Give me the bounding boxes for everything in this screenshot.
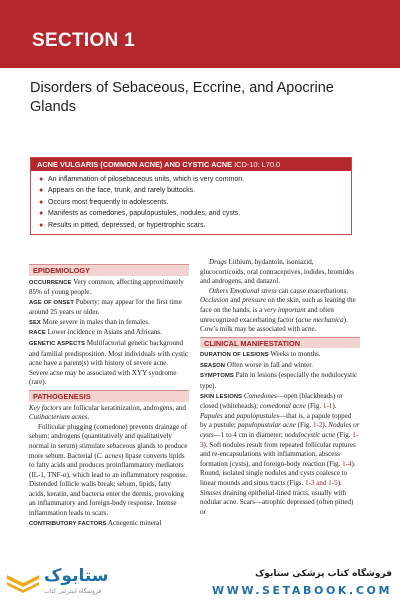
store-name: فروشگاه کتاب پزشکی ستابوک xyxy=(255,569,392,579)
bookstore-logo-subtitle: فروشگاه اینترنتی کتاب xyxy=(44,588,102,595)
occurrence-paragraph: OCCURRENCE Very common, affecting approximately 85% of young people. xyxy=(29,277,184,297)
chapter-title: Disorders of Sebaceous, Eccrine, and Apocrine Glands xyxy=(30,80,334,115)
duration-paragraph: DURATION OF LESIONS Weeks to months. xyxy=(200,350,321,359)
figure-link[interactable]: 1-3 and 1-5 xyxy=(305,478,338,487)
symptoms-paragraph: SYMPTOMS Pain in lesions (especially the nodulocystic type). xyxy=(200,371,358,391)
summary-box xyxy=(30,157,352,235)
bullet-icon: ● xyxy=(39,176,44,183)
sex-paragraph: SEX More severe in males than in females. xyxy=(29,317,150,326)
skin-lesions-paragraph: SKIN LESIONS Comedones—open (blackheads) or closed (whiteheads); comedonal acne (Fig. 1-1). Papules and papulopustules—that is, a papule topped by a pustule; papulopustular acne (Fig. 1-2). Nodules or cysts—1 to 4 cm in diameter; nodulocystic acne (Fig. 1-3). Soft nodules result from repeated follicular ruptures and re-encapsulations with inflammation, abscess formation (cysts), and foreign-body reaction (Fig. 1-4). Round, isolated single nodules and cysts coalesce to linear mounds and sinus tracts (Figs. 1-3 and 1-5). Sinuses draining epithelial-lined tracts, usually with nodular acne. Scars—atrophic depressed (often pitted) or xyxy=(200,391,360,516)
genetic-aspects-paragraph: GENETIC ASPECTS Multifactorial genetic background and familial predisposition. Most individuals with cystic acne have a parent(s) with history of severe acne. Severe acne may be associated with XYY syndrome (rare). xyxy=(29,339,189,387)
summary-bullet: ● Appears on the face, trunk, and rarely buttocks. xyxy=(39,185,351,196)
figure-link[interactable]: 1-1 xyxy=(322,402,333,411)
summary-bullet: ● Results in pitted, depressed, or hypertrophic scars. xyxy=(39,220,351,231)
clinical-manifestation-heading: CLINICAL MANIFESTATION xyxy=(200,337,360,349)
left-column xyxy=(29,262,189,529)
key-factors-paragraph: Key factors are follicular keratinization, androgens, and Cutibacterium acnes. xyxy=(29,403,186,422)
summary-bullet: ● An inflammation of pilosebaceous units, which is very common. xyxy=(39,174,351,185)
summary-bullet-list xyxy=(31,171,351,234)
contributory-factors-paragraph: CONTRIBUTORY FACTORS Acnegenic mineral xyxy=(29,518,162,527)
race-paragraph: RACE Lower incidence in Asians and Africans. xyxy=(29,328,162,337)
follicular-plugging-paragraph: Follicular plugging (comedone) prevents drainage of sebum; androgens (quantitatively and qualitatively normal in serum) stimulate sebaceous glands to produce more sebum. Bacterial (C. acnes) lipase converts lipids to fatty acids and produces proinflammatory mediators (IL-1, TNF-α), which lead to an inflammatory response. Distended follicle walls break; sebum, lipids, fatty acids, keratin, and bacteria enter the dermis, provoking an inflammatory and foreign-body response. Intense inflammation leads to scars. xyxy=(29,422,188,518)
bullet-icon: ● xyxy=(39,221,44,229)
section-title: SECTION 1 xyxy=(32,30,135,51)
bookstore-logo-icon xyxy=(5,571,41,593)
icd-code: ICD-10: L70.0 xyxy=(234,160,281,169)
epidemiology-heading: EPIDEMIOLOGY xyxy=(29,264,189,276)
drugs-paragraph: Drugs Lithium, hydantoin, isoniazid, glucocorticoids, oral contraceptives, iodides, bromides and androgens, and danazol. xyxy=(200,258,355,286)
store-url-link[interactable]: WWW.SETABOOK.COM xyxy=(211,584,392,597)
section-banner xyxy=(0,0,400,68)
right-column xyxy=(200,258,360,517)
age-of-onset-paragraph: AGE OF ONSET Puberty; may appear for the first time around 25 years or older. xyxy=(29,297,182,317)
bullet-icon: ● xyxy=(39,210,44,218)
figure-link[interactable]: 1-3 xyxy=(200,431,359,449)
summary-bullet: ● Occurs most frequently in adolescents. xyxy=(39,197,351,208)
season-paragraph: SEASON Often worse in fall and winter. xyxy=(200,360,313,369)
figure-link[interactable]: 1-2 xyxy=(312,421,323,430)
summary-box-header xyxy=(31,158,351,171)
pathogenesis-heading: PATHOGENESIS xyxy=(29,390,189,402)
summary-bullet: ● Manifests as comedones, papulopustules, nodules, and cysts. xyxy=(39,208,351,219)
bullet-icon: ● xyxy=(39,187,44,195)
bookstore-logo-text: ستابوک xyxy=(44,566,109,586)
others-paragraph: Others Emotional stress can cause exacerbations. Occlusion and pressure on the skin, such as leaning the face on the hands, is a very important and often unrecognized exacerbating factor (acne mechanica). Cow’s milk may be associated with acne. xyxy=(200,286,356,334)
summary-box-title: ACNE VULGARIS (COMMON ACNE) AND CYSTIC ACNE xyxy=(37,160,233,169)
figure-link[interactable]: 1-4 xyxy=(342,459,352,468)
bullet-icon: ● xyxy=(39,198,44,206)
